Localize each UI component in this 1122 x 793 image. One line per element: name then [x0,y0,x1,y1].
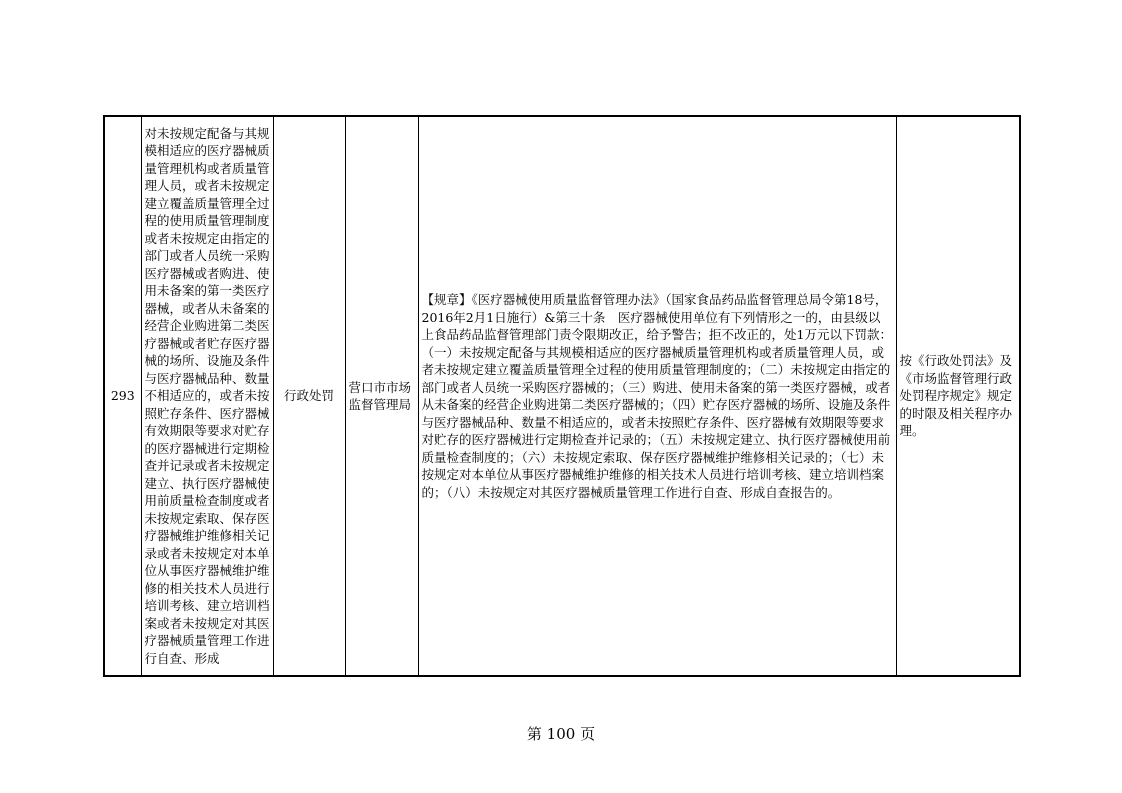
regulation-table [103,115,1021,677]
table-row [104,116,1020,676]
page-number: 第 100 页 [526,725,596,743]
item-name-cell: 对未按规定配备与其规模相适应的医疗器械质量管理机构或者质量管理人员，或者未按规定建立覆盖质量管理全过程的使用质量管理制度或者未按规定由指定的部门或者人员统一采购医疗器械或者购进、使用未备案的第一类医疗器械，或者从未备案的经营企业购进第二类医疗器械或者贮存医疗器械的场所、设施及条件与医疗器械品种、数量不相适应的，或者未按照贮存条件、医疗器械有效期限等要求对贮存的医疗器械进行定期检查并记录或者未按规定建立、执行医疗器械使用前质量检查制度或者未按规定索取、保存医疗器械维护维修相关记录或者未按规定对本单位从事医疗器械维护维修的相关技术人员进行培训考核、建立培训档案或者未按规定对其医疗器械质量管理工作进行自查、形成 [141,116,273,676]
category-cell: 行政处罚 [273,116,345,676]
row-number-cell: 293 [104,116,141,676]
legal-basis-cell: 【规章】《医疗器械使用质量监督管理办法》（国家食品药品监督管理总局令第18号，2016年2月1日施行）&第三十条 医疗器械使用单位有下列情形之一的，由县级以上食品药品监督管理部门责令限期改正，给予警告；拒不改正的，处1万元以下罚款：（一）未按规定配备与其规模相适应的医疗器械质量管理机构或者质量管理人员，或者未按规定建立覆盖质量管理全过程的使用质量管理制度的；（二）未按规定由指定的部门或者人员统一采购医疗器械的；（三）购进、使用未备案的第一类医疗器械，或者从未备案的经营企业购进第二类医疗器械的；（四）贮存医疗器械的场所、设施及条件与医疗器械品种、数量不相适应的，或者未按照贮存条件、医疗器械有效期限等要求对贮存的医疗器械进行定期检查并记录的；（五）未按规定建立、执行医疗器械使用前质量检查制度的；（六）未按规定索取、保存医疗器械维护维修相关记录的；（七）未按规定对本单位从事医疗器械维护维修的相关技术人员进行培训考核、建立培训档案的；（八）未按规定对其医疗器械质量管理工作进行自查、形成自查报告的。 [418,116,896,676]
authority-cell: 营口市市场监督管理局 [345,116,418,676]
procedure-cell: 按《行政处罚法》及《市场监督管理行政处罚程序规定》规定的时限及相关程序办理。 [896,116,1020,676]
